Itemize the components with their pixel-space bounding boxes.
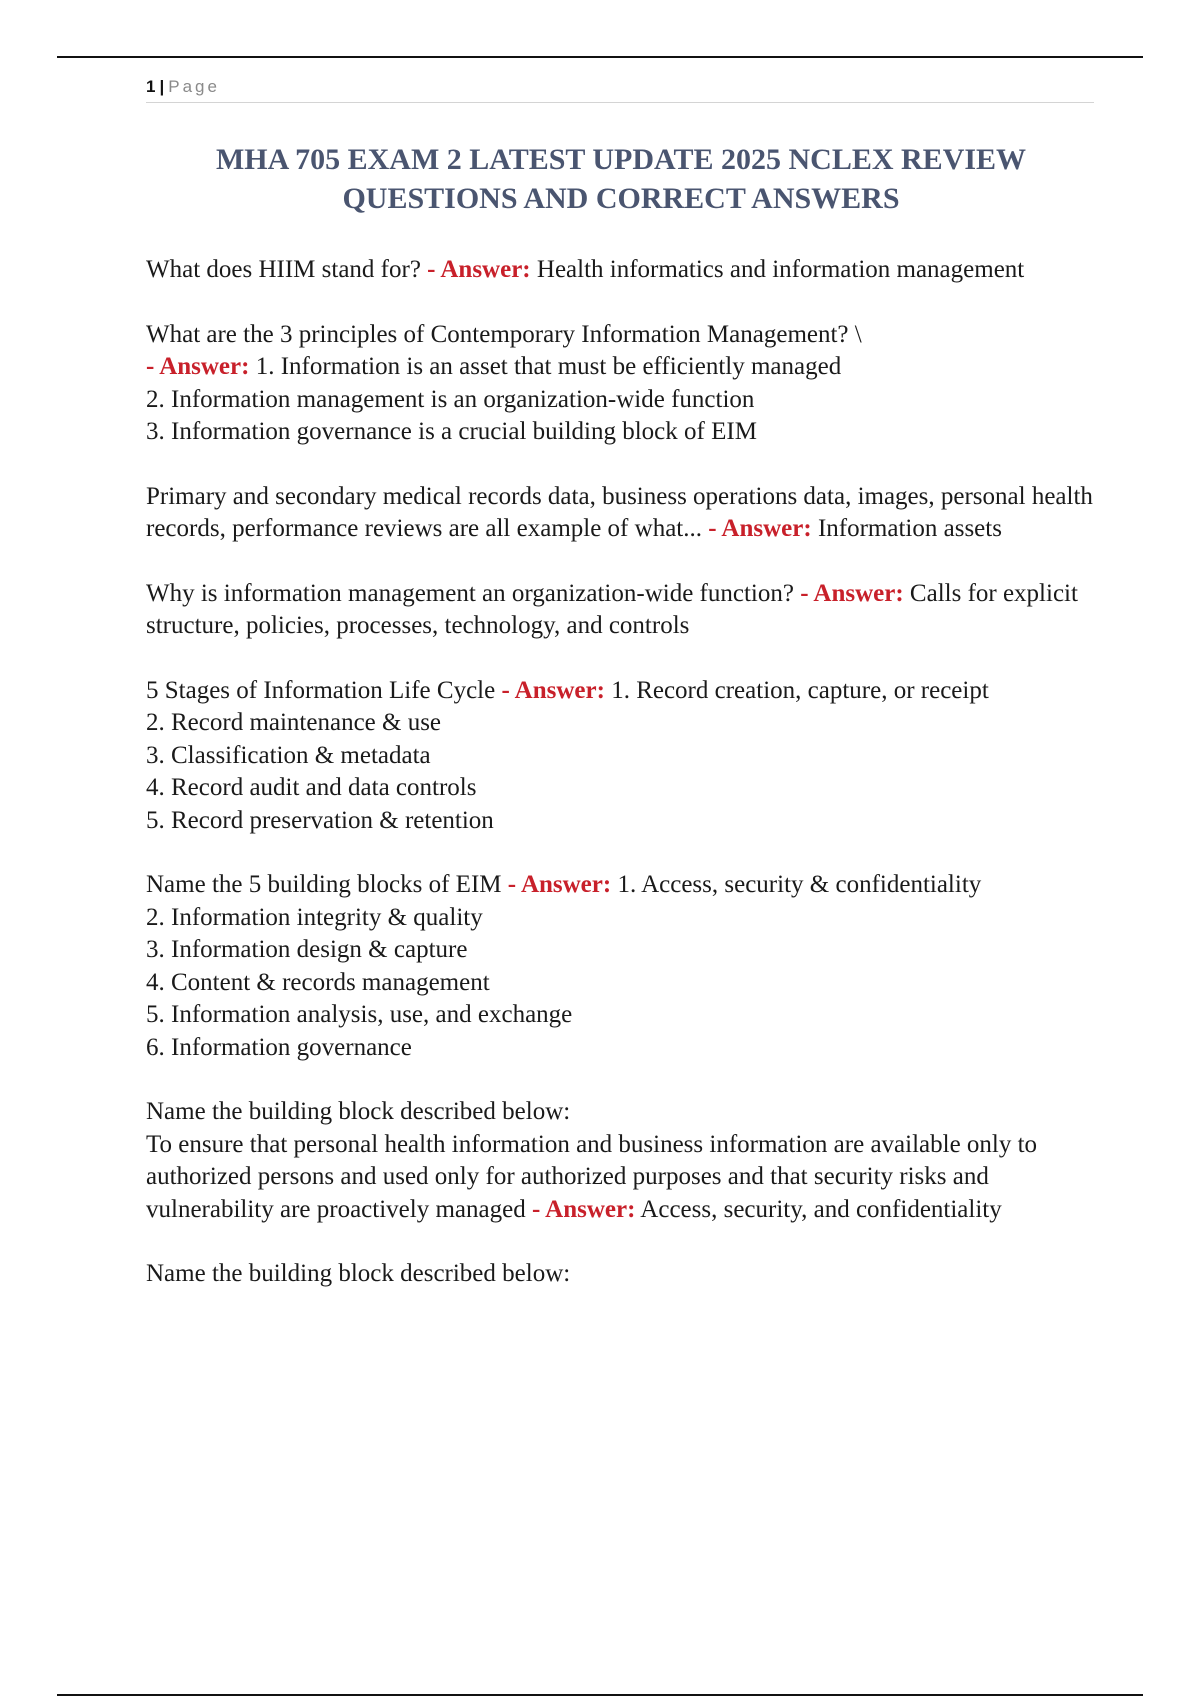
answer-label: - Answer:: [501, 676, 605, 704]
top-rule: [57, 56, 1143, 58]
question-text: Name the 5 building blocks of EIM: [146, 871, 508, 898]
bottom-rule: [57, 1694, 1143, 1696]
question-text: Name the building block described below:: [146, 1260, 571, 1287]
question-text: Why is information management an organization-wide function?: [146, 579, 801, 607]
answer-line: 2. Record maintenance & use: [146, 709, 442, 736]
answer-line: 5. Information analysis, use, and exchange: [146, 1001, 573, 1028]
page-separator: |: [159, 77, 165, 96]
answer-line: 5. Record preservation & retention: [146, 806, 494, 834]
answer-label: - Answer:: [146, 353, 250, 380]
answer-line: 2. Information integrity & quality: [146, 903, 483, 931]
answer-line: 4. Record audit and data controls: [146, 774, 477, 801]
qa-item-8: [146, 1258, 1096, 1291]
answer-line: 6. Information governance: [146, 1033, 412, 1061]
question-text: What does HIIM stand for?: [146, 256, 428, 283]
answer-label: - Answer:: [531, 1195, 636, 1223]
qa-item-1: [146, 254, 1096, 287]
question-text: What are the 3 principles of Contemporary Information Management? \: [146, 320, 862, 348]
page-number: 1: [146, 77, 156, 96]
answer-line: 3. Information governance is a crucial building block of EIM: [146, 418, 757, 445]
question-intro: Name the building block described below:: [146, 1098, 571, 1125]
document-title: [146, 140, 1096, 218]
qa-item-4: [146, 578, 1096, 643]
answer-label: - Answer:: [507, 871, 612, 898]
title-line-2: QUESTIONS AND CORRECT ANSWERS: [342, 182, 900, 215]
answer-line: 3. Classification & metadata: [146, 741, 431, 769]
answer-line: 3. Information design & capture: [146, 936, 468, 963]
answer-label: - Answer:: [800, 579, 904, 607]
answer-label: - Answer:: [427, 256, 531, 283]
answer-line: 1. Access, security & confidentiality: [611, 871, 982, 898]
question-text: To ensure that personal health information and business information are available only to authorized persons and used only for authorized purposes and that security risks and vulnerability are proactively managed: [146, 1130, 1038, 1223]
document-body: [146, 140, 1096, 1323]
answer-text: Information assets: [811, 515, 1002, 542]
question-text: 5 Stages of Information Life Cycle: [146, 676, 502, 704]
answer-text: Calls for explicit structure, policies, processes, technology, and controls: [146, 579, 1078, 639]
answer-line: 4. Content & records management: [146, 968, 490, 996]
answer-line: 1. Information is an asset that must be efficiently managed: [249, 353, 842, 380]
qa-item-7: [146, 1096, 1096, 1226]
qa-item-5: [146, 675, 1096, 838]
page-word: Page: [168, 77, 220, 96]
qa-item-3: [146, 481, 1096, 546]
title-line-1: MHA 705 EXAM 2 LATEST UPDATE 2025 NCLEX REVIEW: [215, 143, 1027, 176]
qa-item-2: [146, 319, 1096, 449]
answer-text: Health informatics and information management: [530, 256, 1025, 283]
question-text: Primary and secondary medical records data, business operations data, images, personal health records, performance reviews are all example of what...: [146, 482, 1093, 542]
answer-line: 1. Record creation, capture, or receipt: [604, 676, 989, 704]
answer-label: - Answer:: [708, 515, 812, 542]
qa-item-6: [146, 869, 1096, 1064]
answer-line: 2. Information management is an organization-wide function: [146, 385, 755, 413]
page-header: [146, 74, 1094, 103]
answer-text: Access, security, and confidentiality: [635, 1195, 1002, 1223]
